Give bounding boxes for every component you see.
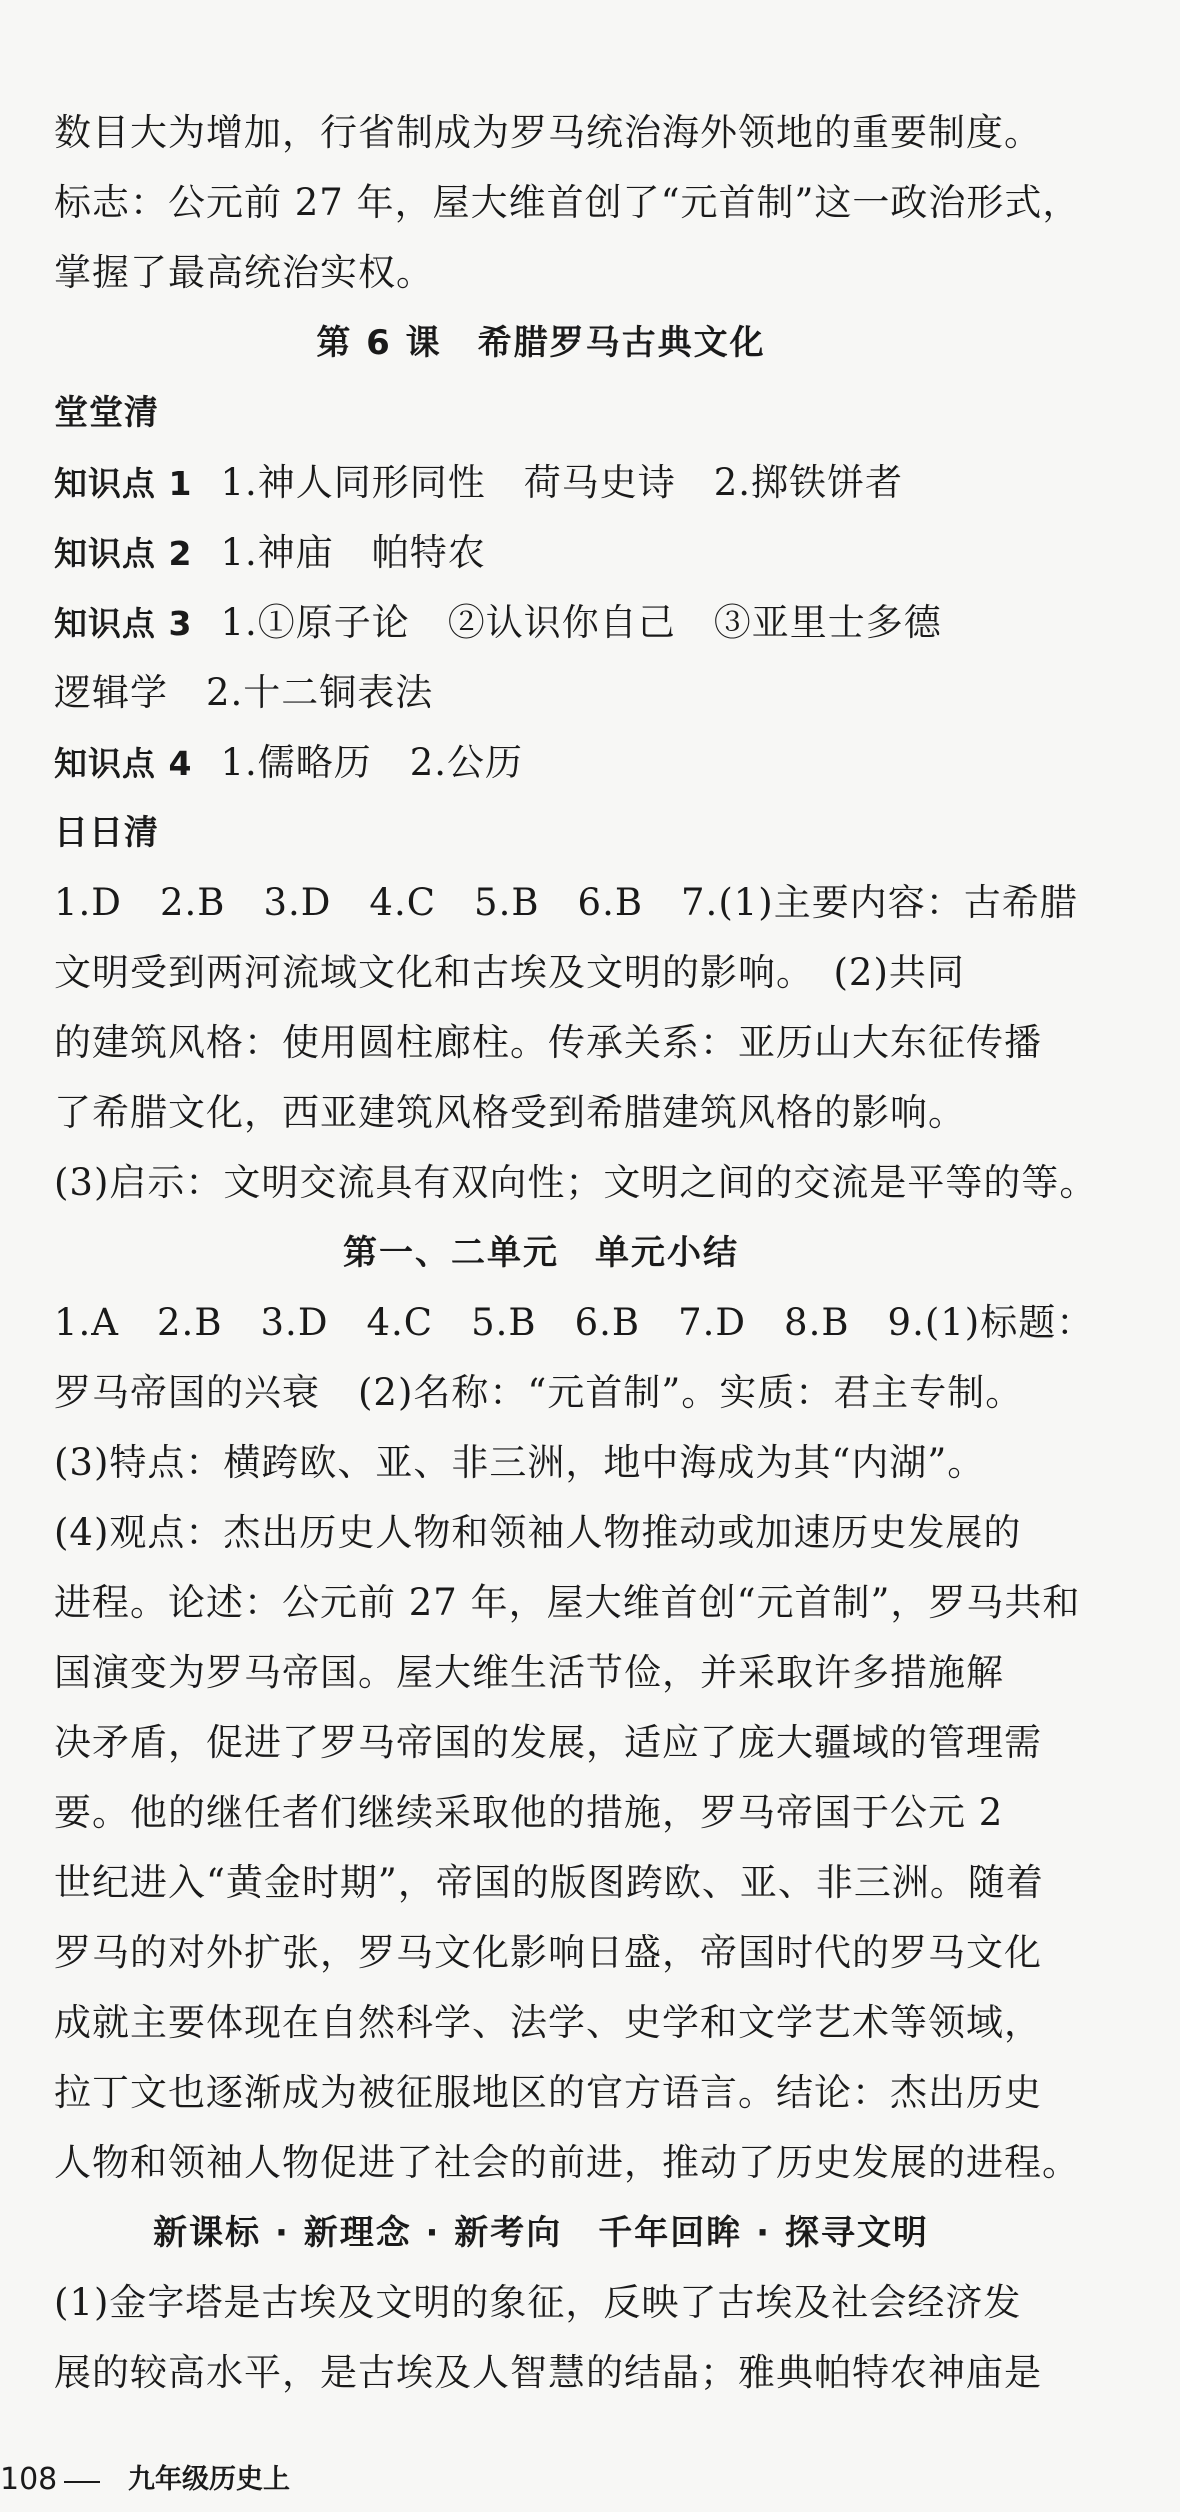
knowledge-point-label: 知识点 1	[54, 464, 193, 503]
answer-line: (4)观点：杰出历史人物和领袖人物推动或加速历史发展的	[54, 1511, 1022, 1554]
text-line: 数目大为增加，行省制成为罗马统治海外领地的重要制度。	[54, 111, 1042, 154]
answer-line: 国演变为罗马帝国。屋大维生活节俭，并采取许多措施解	[54, 1651, 1004, 1694]
answer-line: (3)特点：横跨欧、亚、非三洲，地中海成为其“内湖”。	[54, 1441, 986, 1484]
answer-line: 罗马的对外扩张，罗马文化影响日盛，帝国时代的罗马文化	[54, 1931, 1042, 1974]
text-line: 标志：公元前 27 年，屋大维首创了“元首制”这一政治形式，	[54, 181, 1081, 224]
answer-line: 世纪进入“黄金时期”，帝国的版图跨欧、亚、非三洲。随着	[54, 1861, 1044, 1904]
answer-line: (3)启示：文明交流具有双向性；文明之间的交流是平等的等。	[54, 1161, 1098, 1204]
answer-line: (1)金字塔是古埃及文明的象征，反映了古埃及社会经济发	[54, 2281, 1022, 2324]
answer-line: 文明受到两河流域文化和古埃及文明的影响。 (2)共同	[54, 951, 965, 994]
section-heading-tangtangqing: 堂堂清	[54, 393, 159, 433]
answer-line: 展的较高水平，是古埃及人智慧的结晶；雅典帕特农神庙是	[54, 2351, 1042, 2394]
section-heading-ririqing: 日日清	[54, 813, 159, 853]
answer-line: 进程。论述：公元前 27 年，屋大维首创“元首制”，罗马共和	[54, 1581, 1081, 1624]
lesson-title: 第 6 课 希腊罗马古典文化	[316, 323, 766, 363]
answer-line: 拉丁文也逐渐成为被征服地区的官方语言。结论：杰出历史	[54, 2071, 1042, 2114]
answer-line: 决矛盾，促进了罗马帝国的发展，适应了庞大疆域的管理需	[54, 1721, 1042, 1764]
book-title: 九年级历史上	[128, 2464, 290, 2495]
knowledge-point-4	[54, 728, 1028, 798]
knowledge-point-1	[54, 448, 1028, 518]
answer-line: 了希腊文化，西亚建筑风格受到希腊建筑风格的影响。	[54, 1091, 966, 1134]
text-line: 逻辑学 2.十二铜表法	[54, 671, 434, 714]
footer-rule	[64, 2481, 100, 2483]
knowledge-point-label: 知识点 2	[54, 534, 193, 573]
knowledge-point-text: 1.神庙 帕特农	[220, 531, 486, 574]
knowledge-point-label: 知识点 4	[54, 744, 193, 783]
text-line: 掌握了最高统治实权。	[54, 251, 434, 294]
page-number: 108	[0, 2462, 58, 2497]
knowledge-point-text: 1.儒略历 2.公历	[220, 741, 524, 784]
knowledge-point-text: 1.①原子论 ②认识你自己 ③亚里士多德	[220, 601, 942, 644]
answer-line: 罗马帝国的兴衰 (2)名称：“元首制”。实质：君主专制。	[54, 1371, 1024, 1414]
answer-line: 的建筑风格：使用圆柱廊柱。传承关系：亚历山大东征传播	[54, 1021, 1042, 1064]
unit-summary-title: 第一、二单元 单元小结	[343, 1233, 739, 1273]
answer-line: 成就主要体现在自然科学、法学、史学和文学艺术等领域，	[54, 2001, 1042, 2044]
knowledge-point-text: 1.神人同形同性 荷马史诗 2.掷铁饼者	[220, 461, 904, 504]
answer-line: 人物和领袖人物促进了社会的前进，推动了历史发展的进程。	[54, 2141, 1080, 2184]
page-footer	[0, 2452, 1180, 2512]
knowledge-point-2	[54, 518, 1028, 588]
knowledge-point-label: 知识点 3	[54, 604, 193, 643]
new-section-title: 新课标 · 新理念 · 新考向 千年回眸 · 探寻文明	[153, 2213, 929, 2253]
answer-line: 1.A 2.B 3.D 4.C 5.B 6.B 7.D 8.B 9.(1)标题：	[54, 1301, 1095, 1344]
answer-line: 要。他的继任者们继续采取他的措施，罗马帝国于公元 2	[54, 1791, 1004, 1834]
knowledge-point-3	[54, 588, 1028, 658]
answer-line: 1.D 2.B 3.D 4.C 5.B 6.B 7.(1)主要内容：古希腊	[54, 881, 1078, 924]
